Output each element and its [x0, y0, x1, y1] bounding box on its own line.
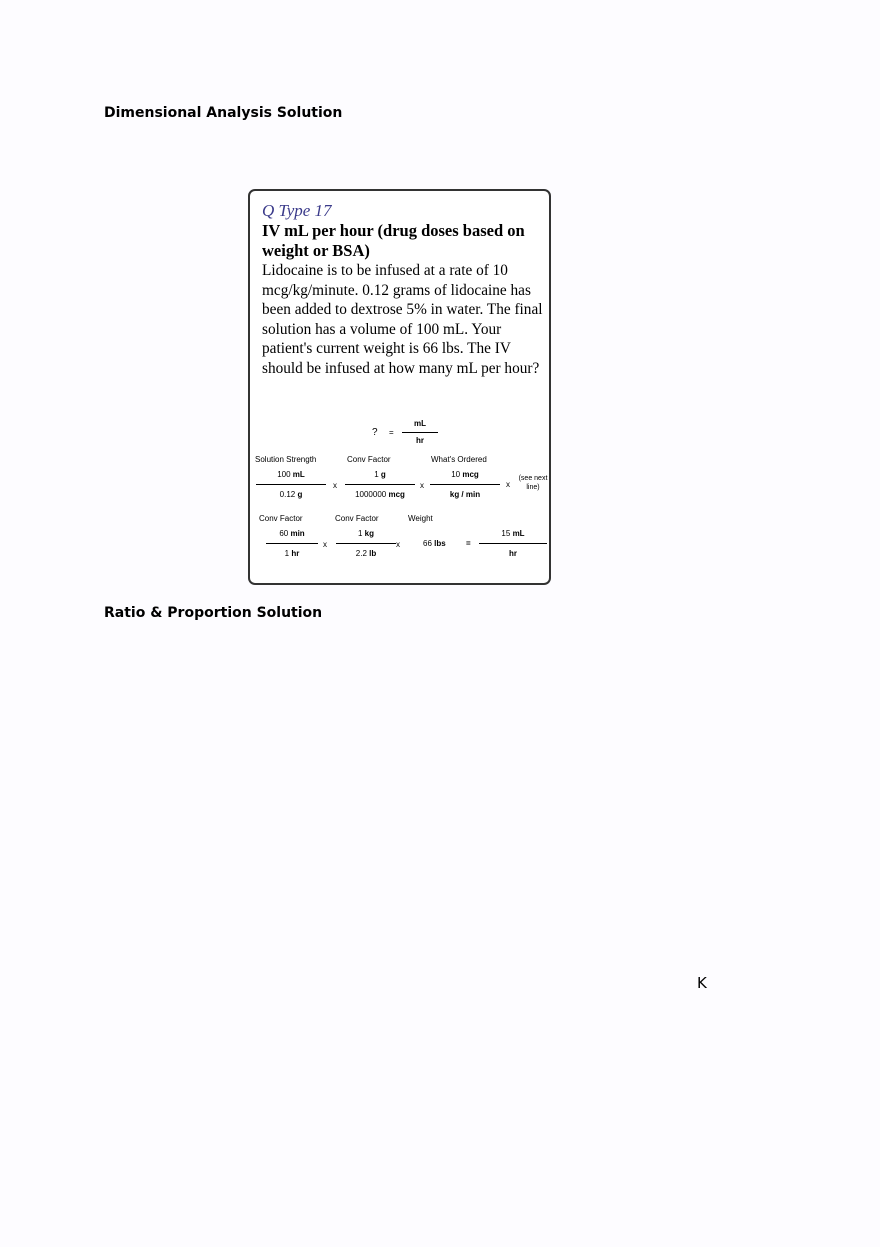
row2-f1-denominator: 1 hr: [284, 549, 300, 558]
row2-weight: 66 lbs: [423, 539, 446, 548]
row1-see-next-note: (see next line): [518, 475, 548, 491]
row2-label-conv-factor-2: Conv Factor: [335, 514, 379, 523]
row2-f2-denominator: 2.2 lb: [355, 549, 377, 558]
row1-times-1: x: [333, 481, 337, 490]
row1-label-whats-ordered: What's Ordered: [431, 455, 487, 464]
row2-f1-bar: [266, 543, 318, 544]
row1-label-conv-factor: Conv Factor: [347, 455, 391, 464]
stray-character: K: [697, 974, 707, 992]
dimensional-analysis-heading: Dimensional Analysis Solution: [104, 105, 343, 121]
question-text: Lidocaine is to be infused at a rate of 10 mcg/kg/minute. 0.12 grams of lidocaine has been added to dextrose 5% in water. The final solution has a volume of 100 mL. Your patient's current weight is 66 lbs. The IV should be infused at how many mL per hour?: [262, 262, 543, 377]
row1-f2-bar: [345, 484, 415, 485]
result-denominator: hr: [509, 549, 517, 558]
row1-label-solution-strength: Solution Strength: [255, 455, 317, 464]
row1-f1-denominator: 0.12 g: [279, 490, 303, 499]
setup-equals: =: [389, 428, 394, 437]
setup-numerator: mL: [414, 419, 426, 428]
row2-equals: =: [466, 539, 471, 548]
setup-fraction-bar: [402, 432, 438, 433]
row1-f1-bar: [256, 484, 326, 485]
row2-times-1: x: [323, 540, 327, 549]
row1-f3-numerator: 10 mcg: [451, 470, 479, 479]
row1-f2-numerator: 1 g: [374, 470, 386, 479]
row1-f3-denominator: kg / min: [449, 490, 481, 499]
row1-f1-numerator: 100 mL: [277, 470, 305, 479]
ratio-proportion-heading: Ratio & Proportion Solution: [104, 605, 323, 621]
result-numerator: 15 mL: [501, 529, 525, 538]
setup-unknown: ?: [372, 427, 378, 438]
question-title: IV mL per hour (drug doses based on weight or BSA): [262, 221, 525, 260]
row2-label-conv-factor-1: Conv Factor: [259, 514, 303, 523]
question-type-label: Q Type 17: [262, 201, 332, 220]
question-card-image: [248, 189, 551, 585]
row1-times-3: x: [506, 480, 510, 489]
row1-times-2: x: [420, 481, 424, 490]
row1-f3-bar: [430, 484, 500, 485]
row1-f2-denominator: 1000000 mcg: [355, 490, 405, 499]
row2-f1-numerator: 60 min: [279, 529, 305, 538]
result-bar: [479, 543, 547, 544]
row2-times-2: x: [396, 540, 400, 549]
setup-denominator: hr: [416, 436, 424, 445]
row2-label-weight: Weight: [408, 514, 433, 523]
row2-f2-bar: [336, 543, 396, 544]
row2-f2-numerator: 1 kg: [357, 529, 375, 538]
